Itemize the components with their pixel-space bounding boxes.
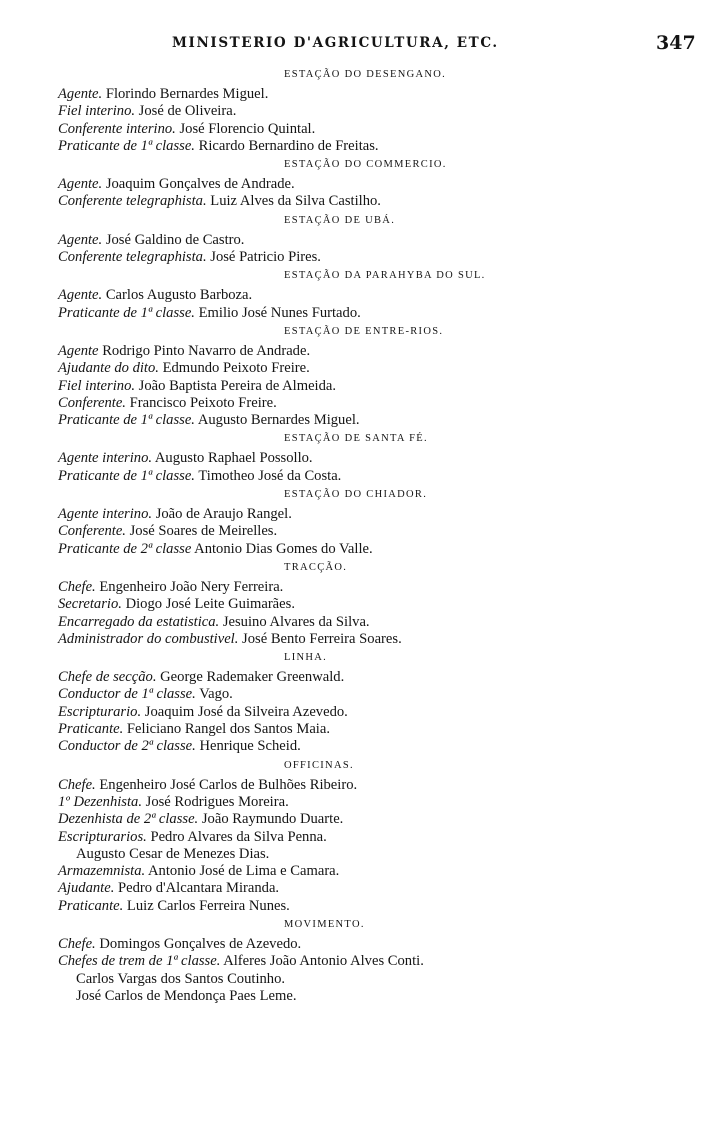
staff-role: Armazemnista. [58,863,146,880]
staff-role: Agente. [58,287,103,304]
staff-entry [58,395,698,412]
section [58,759,698,915]
section [58,488,698,558]
staff-entry [58,686,698,703]
staff-entry [58,777,698,794]
staff-role: Praticante de 1ª classe. [58,137,195,154]
staff-entry [58,249,698,266]
staff-entry [58,704,698,721]
staff-entry [58,360,698,377]
section [58,68,698,155]
staff-role: Agente. [58,231,103,248]
staff-name: José Florencio Quintal. [179,120,316,137]
staff-role: Chefe de secção. [58,669,157,686]
staff-name: Engenheiro José Carlos de Bulhões Ribeiro. [99,776,358,793]
staff-entry [58,506,698,523]
section [58,432,698,485]
staff-entry [58,412,698,429]
staff-entry [58,121,698,138]
staff-role: Encarregado da estatistica. [58,613,220,630]
staff-name: João Baptista Pereira de Almeida. [138,377,337,394]
staff-entry [58,953,698,970]
staff-entry [58,523,698,540]
staff-role: Praticante de 1ª classe. [58,304,195,321]
staff-entry [58,468,698,485]
section-heading: ESTAÇÃO DE SANTA FÉ. [284,433,428,445]
staff-entry [58,343,698,360]
staff-role: Agente [58,342,99,359]
staff-name: Carlos Augusto Barboza. [105,287,253,304]
section-heading: LINHA. [284,652,328,664]
staff-name: Pedro d'Alcantara Miranda. [118,880,280,897]
staff-role: Chefe. [58,578,96,595]
staff-role: Escripturario. [58,703,142,720]
staff-role: Fiel interino. [58,377,136,394]
section [58,651,698,755]
staff-name: Jesuino Alvares da Silva. [222,613,370,630]
staff-entry [58,232,698,249]
staff-name: Francisco Peixoto Freire. [129,394,277,411]
staff-role: Escripturarios. [58,828,147,845]
section [58,561,698,648]
section-heading: ESTAÇÃO DE ENTRE-RIOS. [284,325,444,337]
staff-entry [58,971,698,988]
staff-name: George Rademaker Greenwald. [160,669,345,686]
page-number: 347 [656,32,696,54]
staff-name: Edmundo Peixoto Freire. [162,360,310,377]
staff-role: Conferente telegraphista. [58,193,207,210]
staff-entry [58,86,698,103]
staff-role: Fiel interino. [58,103,136,120]
staff-name: Ricardo Bernardino de Freitas. [198,137,379,154]
section [58,158,698,211]
section-heading: ESTAÇÃO DO COMMERCIO. [284,159,447,171]
section-heading: ESTAÇÃO DE UBÁ. [284,214,396,226]
staff-entry [58,988,698,1005]
staff-name: José Rodrigues Moreira. [145,793,289,810]
staff-entry [58,829,698,846]
staff-role: Praticante de 1ª classe. [58,467,195,484]
staff-entry [58,596,698,613]
staff-role: Chefe. [58,776,96,793]
staff-role: Agente interino. [58,450,153,467]
section [58,918,698,1005]
staff-entry [58,541,698,558]
staff-name: Luiz Carlos Ferreira Nunes. [126,897,290,914]
directory-content [58,68,698,1005]
section-heading: ESTAÇÃO DO DESENGANO. [284,69,447,80]
section-heading: ESTAÇÃO DO CHIADOR. [284,489,428,501]
staff-name: Augusto Bernardes Miguel. [197,412,360,429]
staff-name: Carlos Vargas dos Santos Coutinho. [76,970,286,987]
staff-name: José Bento Ferreira Soares. [242,630,402,647]
staff-entry [58,880,698,897]
staff-name: Feliciano Rangel dos Santos Maia. [126,721,330,738]
section-heading: OFFICINAS. [284,759,354,771]
staff-role: Praticante. [58,721,124,738]
staff-name: Pedro Alvares da Silva Penna. [150,828,327,845]
staff-name: Joaquim Gonçalves de Andrade. [105,176,295,193]
staff-entry [58,811,698,828]
staff-name: Henrique Scheid. [199,738,301,755]
staff-entry [58,863,698,880]
staff-entry [58,936,698,953]
staff-name: João de Araujo Rangel. [155,506,292,523]
staff-name: Domingos Gonçalves de Azevedo. [99,935,302,952]
staff-name: Antonio Dias Gomes do Valle. [194,540,373,557]
staff-name: Luiz Alves da Silva Castilho. [210,193,381,210]
staff-name: Florindo Bernardes Miguel. [105,86,269,102]
staff-name: Timotheo José da Costa. [198,467,342,484]
staff-role: Praticante. [58,897,124,914]
staff-name: José Patricio Pires. [210,249,321,266]
staff-role: Ajudante do dito. [58,360,159,377]
staff-name: Joaquim José da Silveira Azevedo. [144,703,348,720]
staff-role: Conferente. [58,523,126,540]
staff-entry [58,193,698,210]
staff-entry [58,614,698,631]
staff-name: José Soares de Meirelles. [129,523,278,540]
staff-entry [58,138,698,155]
staff-role: Praticante de 1ª classe. [58,412,195,429]
staff-entry [58,103,698,120]
staff-entry [58,378,698,395]
staff-name: José de Oliveira. [138,103,237,120]
staff-role: Conferente telegraphista. [58,249,207,266]
staff-name: Emilio José Nunes Furtado. [198,304,361,321]
staff-name: Alferes João Antonio Alves Conti. [223,953,424,970]
page-header [0,32,715,56]
staff-name: Augusto Cesar de Menezes Dias. [76,845,270,862]
section-heading: ESTAÇÃO DA PARAHYBA DO SUL. [284,270,486,282]
section [58,214,698,267]
staff-name: José Carlos de Mendonça Paes Leme. [76,987,297,1004]
staff-role: Ajudante. [58,880,115,897]
staff-role: Conferente. [58,394,126,411]
section [58,269,698,322]
staff-role: Chefes de trem de 1ª classe. [58,953,221,970]
staff-name: Diogo José Leite Guimarães. [125,596,295,613]
staff-name: Vago. [199,686,233,703]
staff-entry [58,287,698,304]
staff-entry [58,579,698,596]
staff-entry [58,898,698,915]
section [58,325,698,429]
staff-role: Agente. [58,86,103,102]
staff-role: Agente interino. [58,506,153,523]
staff-role: Praticante de 2ª classe [58,540,192,557]
staff-role: Administrador do combustivel. [58,630,239,647]
staff-entry [58,669,698,686]
staff-role: Conductor de 2ª classe. [58,738,196,755]
staff-entry [58,176,698,193]
staff-name: José Galdino de Castro. [105,231,245,248]
staff-role: Secretario. [58,596,122,613]
running-head: MINISTERIO D'AGRICULTURA, ETC. [172,35,499,51]
staff-name: Rodrigo Pinto Navarro de Andrade. [102,342,311,359]
staff-name: Augusto Raphael Possollo. [154,450,313,467]
staff-entry [58,738,698,755]
staff-role: Conferente interino. [58,120,176,137]
section-heading: MOVIMENTO. [284,918,365,930]
staff-name: João Raymundo Duarte. [201,811,344,828]
staff-entry [58,794,698,811]
staff-entry [58,721,698,738]
staff-role: Dezenhista de 2ª classe. [58,811,199,828]
staff-entry [58,846,698,863]
staff-role: Conductor de 1ª classe. [58,686,196,703]
section-heading: TRACÇÃO. [284,561,348,573]
staff-entry [58,450,698,467]
staff-name: Engenheiro João Nery Ferreira. [99,578,284,595]
staff-entry [58,631,698,648]
staff-role: Agente. [58,176,103,193]
staff-entry [58,305,698,322]
staff-role: 1º Dezenhista. [58,793,142,810]
staff-role: Chefe. [58,935,96,952]
staff-name: Antonio José de Lima e Camara. [148,863,340,880]
